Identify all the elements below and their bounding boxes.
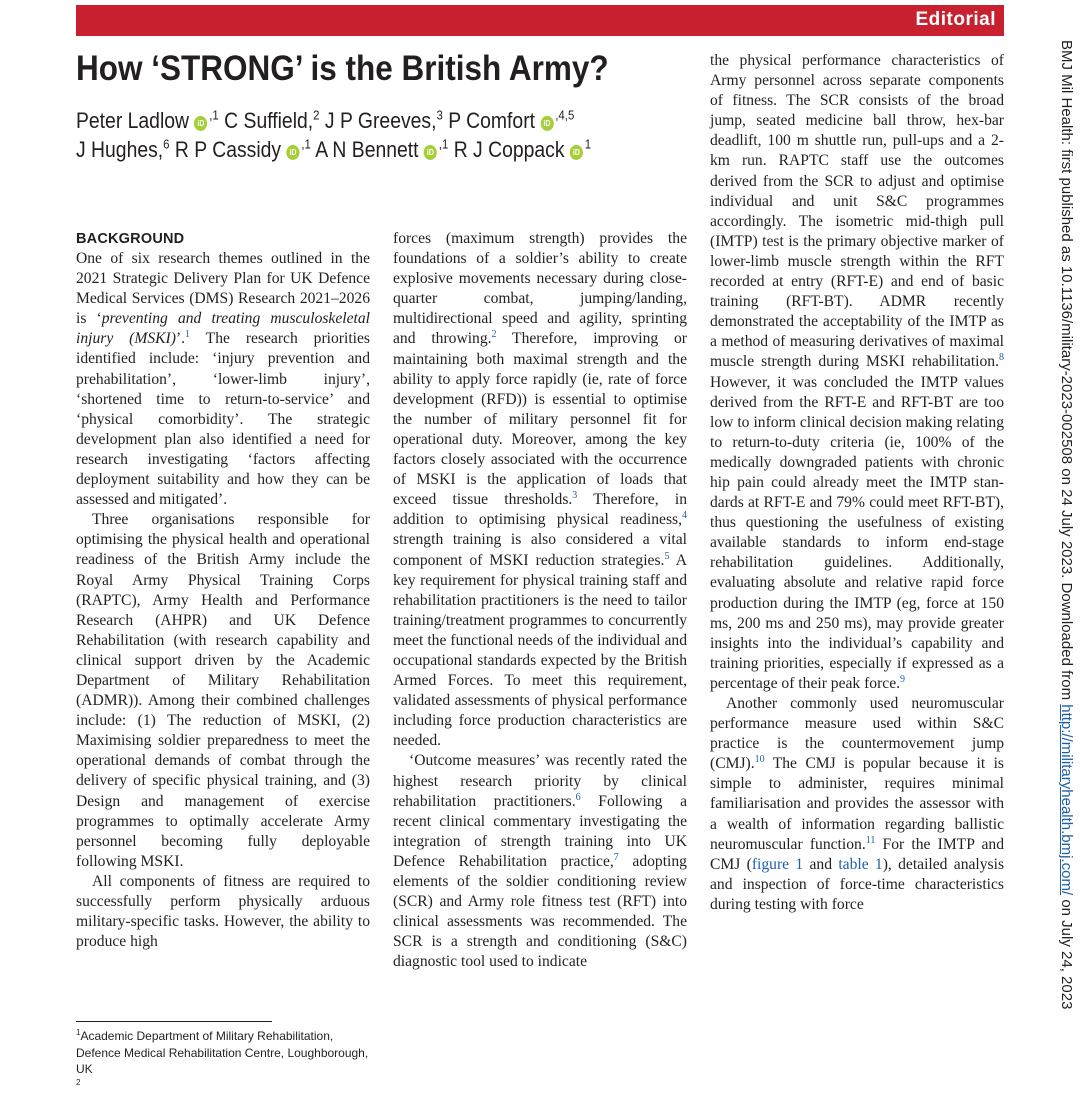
author-affiliation: 3 xyxy=(436,107,443,123)
paragraph xyxy=(393,229,687,751)
download-sidebar xyxy=(1056,40,1076,1080)
citation-link[interactable]: 8 xyxy=(999,352,1004,364)
author-affiliation: ,1 xyxy=(301,136,311,152)
author-affiliation: 1 xyxy=(584,136,592,152)
text-run: ‘Outcome measures’ was recently rated the highest research priority by clinical rehabilitation practitioners. xyxy=(393,752,687,810)
download-notice xyxy=(1056,40,1076,1009)
paragraph: All components of fitness are required to successfully perform physically arduous military-specific tasks. However, the ability to produce high xyxy=(76,872,370,951)
text-run: Therefore, improving or maintaining both maximal strength and the ability to apply force rapidly (ie, rate of force development (RFD)) is essential to optimise the number of military personnel fit for operational duty. Moreover, among the key factors closely associated with the occurrence of MSKI is the application of loads that exceed tissue thresholds. xyxy=(393,330,687,509)
text-run: Another commonly used neuromuscular performance measure used within S&C practice is the countermovement jump (CMJ). xyxy=(710,695,1004,773)
author-line-2 xyxy=(76,135,639,164)
orcid-icon[interactable]: iD xyxy=(570,145,583,160)
emphasis-text: preventing and treating musculoskeletal injury (MSKI) xyxy=(76,310,370,348)
text-run: ), detailed analysis and inspection of force-time characteristics during testing with force xyxy=(710,855,1005,913)
citation-link[interactable]: 4 xyxy=(682,510,687,522)
text-run: Following a recent clinical commentary investigating the integration of strength training into UK Defence Rehabilitation practice, xyxy=(393,792,687,870)
section-heading: BACKGROUND xyxy=(76,231,185,247)
text-run: The research priorities identified include: ‘injury prevention and prehabilitation’, ‘lower-limb injury’, ‘shortened time to return-to-service’ and ‘physical comorbidity’. The strategic development plan also identified a need for research investigating ‘factors affecting deployment suitability and how they can be assessed and mitigated’. xyxy=(76,330,370,509)
footnote-text: Academic Department of Military Rehabilitation, Defence Medical Rehabilitation Centre, Loughborough, UK xyxy=(76,1029,369,1076)
section-banner xyxy=(76,5,1004,36)
author-name: C Suffield, xyxy=(224,108,314,133)
footnote-number: 1 xyxy=(76,1028,81,1037)
orcid-icon[interactable]: iD xyxy=(540,116,553,131)
citation-link[interactable]: 3 xyxy=(572,490,578,502)
body-column-2 xyxy=(393,229,687,972)
citation-link[interactable]: 10 xyxy=(754,754,765,766)
author-name: P Comfort xyxy=(448,108,536,133)
author-list xyxy=(76,106,639,164)
paragraph xyxy=(710,51,1004,694)
author-name: J P Greeves, xyxy=(324,108,437,133)
orcid-icon[interactable]: iD xyxy=(424,145,437,160)
author-name: A N Bennett xyxy=(315,137,419,162)
text-run: A key requirement for physical training staff and rehabilitation practitioners is the need to tailor training/​treatment programmes to concurrently meet the functional needs of the individual and occupational standards expected by the British Armed Forces. To meet this requirement, validated assessments of physical performance including force production characteristics are needed. xyxy=(393,551,687,750)
text-run: However, it was concluded the IMTP values derived from the RFT-E and RFT-BT are too low to inform clinical decision making relating to return-to-duty criteria (ie, 100% of the medically downgraded patients with chronic hip pain could already meet the IMTP standards at RFT-E and 79% could meet RFT-BT), thus questioning the usefulness of existing available standards to inform end-stage rehabilitation guidelines. Additionally, evaluating absolute and relative rapid force production during the IMTP (eg, force at 150 ms, 200 ms and 250 ms), may provide greater insights into the individual’s capability and training priorities, especially if expressed as a percentage of their peak force. xyxy=(710,373,1004,692)
journal-url-link[interactable]: http://militaryhealth.bmj.com/ xyxy=(1058,704,1075,896)
footnote-divider xyxy=(76,1021,272,1022)
footnote-number: 2 xyxy=(76,1077,81,1087)
paragraph: Three organisations responsible for optimising the physical health and operational readiness of the British Army include the Royal Army Physical Training Corps (RAPTC), Army Health and Performance Research (AHPR) and UK Defence Rehabilitation (with research capability and clinical support driven by the Academic Department of Military Rehabilitation (ADMR)). Among their combined challenges include: (1) The reduction of MSKI, (2) Maximising soldier preparedness to meet the operational demands of combat through the delivery of specific physical training, and (3) Design and management of exercise programmes to optimally accelerate Army personnel becoming fully deployable following MSKI. xyxy=(76,511,370,870)
paragraph xyxy=(76,249,370,510)
text-run: ’. xyxy=(175,330,186,348)
paragraph xyxy=(393,751,687,972)
citation-link[interactable]: 6 xyxy=(575,791,581,803)
text-run: For the IMTP and CMJ ( xyxy=(710,835,1004,873)
figure-link[interactable]: figure 1 xyxy=(751,855,804,873)
citation-link[interactable]: 2 xyxy=(491,329,497,341)
text-run: and xyxy=(803,855,839,873)
citation-link[interactable]: 5 xyxy=(664,550,670,562)
citation-link[interactable]: 7 xyxy=(613,851,619,863)
author-name: J Hughes, xyxy=(76,137,164,162)
sidebar-text: on July 24, 2023 xyxy=(1058,895,1075,1010)
orcid-icon[interactable]: iD xyxy=(286,145,299,160)
text-run: forces (maximum strength) provides the foundations of a soldier’s ability to create explosive movements necessary during close-quarter combat, jumping/​landing, multidirectional speed and agility, sprinting and throwing. xyxy=(393,230,687,348)
orcid-icon[interactable]: iD xyxy=(194,116,207,131)
table-link[interactable]: table 1 xyxy=(838,855,883,873)
text-run: The CMJ is popular because it is simple to administer, requires minimal familiarisation and provides the assessor with a wealth of information regarding ballistic neuromuscular function. xyxy=(710,755,1004,853)
author-name: Peter Ladlow xyxy=(76,108,190,133)
article-title: How ‘STRONG’ is the British Army? xyxy=(76,49,609,88)
author-affiliation: 6 xyxy=(163,136,170,152)
text-run: the physical performance characteristics of Army personnel across separate components of fitness. The SCR consists of the broad jump, seated medicine ball throw, hex-bar deadlift, 100 m shuttle run, pull-ups and a 2-km run. RAPTC staff use the outcomes derived from the SCR to adjust and optimise individual and unit S&C programmes accordingly. The isometric mid-thigh pull (IMTP) test is the primary objective marker of lower-limb muscle strength within the RFT recorded at entry (RFT-E) and end of basic training (RFT-BT). ADMR recently demonstrated the acceptability of the IMTP as a method of measuring derivatives of maximal muscle strength during MSKI rehabilitation. xyxy=(710,52,1004,371)
body-column-3 xyxy=(710,51,1004,915)
author-line-1 xyxy=(76,106,639,135)
author-affiliation: 2 xyxy=(313,107,320,123)
author-name: R J Coppack xyxy=(453,137,565,162)
citation-link[interactable]: 11 xyxy=(865,834,876,846)
text-run: strength training is also considered a vital component of MSKI reduction strategies. xyxy=(393,531,687,569)
text-run: adopting elements of the soldier conditioning review (SCR) and Army role fitness test (RFT) into clinical assessments was recommended. The SCR is a strength and conditioning (S&C) diagnostic tool used to indicate xyxy=(393,852,687,971)
author-affiliation: ,1 xyxy=(438,136,449,152)
paragraph xyxy=(710,694,1004,915)
author-affiliation: ,4,5 xyxy=(555,107,575,123)
affiliation-footnote xyxy=(76,1028,376,1094)
sidebar-text: BMJ Mil Health: first published as 10.1136/military-2023-002508 on 24 July 2023. Downloaded from xyxy=(1058,40,1075,705)
body-column-1 xyxy=(76,229,370,952)
citation-link[interactable]: 1 xyxy=(185,329,191,341)
text-run: Therefore, in addition to optimising physical readiness, xyxy=(393,491,687,529)
article-type-label: Editorial xyxy=(915,9,996,30)
author-affiliation: ,1 xyxy=(209,107,219,123)
author-name: R P Cassidy xyxy=(174,137,282,162)
text-run: One of six research themes outlined in the 2021 Strategic Delivery Plan for UK Defence Medical Services (DMS) Research 2021–2026 is ‘ xyxy=(76,250,370,328)
citation-link[interactable]: 9 xyxy=(900,673,906,685)
